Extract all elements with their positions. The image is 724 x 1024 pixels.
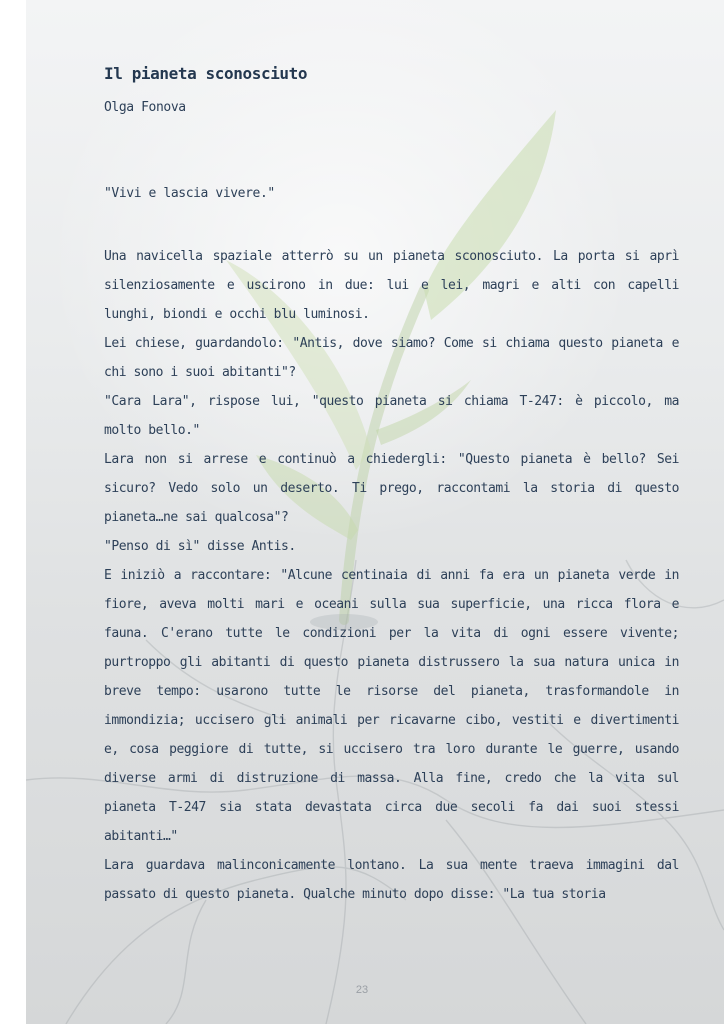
epigraph: "Vivi e lascia vivere." bbox=[104, 186, 275, 201]
page-number: 23 bbox=[355, 984, 369, 996]
paragraph: Lara non si arrese e continuò a chiedergli: "Questo pianeta è bello? Sei sicuro? Vedo solo un deserto. Ti prego, raccontami la storia di questo pianeta…ne sai qualcosa"? bbox=[104, 452, 679, 525]
story-title: Il pianeta sconosciuto bbox=[104, 64, 308, 83]
page bbox=[26, 0, 724, 1024]
paragraph: Una navicella spaziale atterrò su un pianeta sconosciuto. La porta si aprì silenziosamente e uscirono in due: lui e lei, magri e alti con capelli lunghi, biondi e occhi blu luminosi. bbox=[104, 249, 679, 322]
paragraph: "Penso di sì" disse Antis. bbox=[104, 539, 296, 554]
paragraph: Lei chiese, guardandolo: "Antis, dove siamo? Come si chiama questo pianeta e chi sono i suoi abitanti"? bbox=[104, 336, 679, 380]
paragraph: E iniziò a raccontare: "Alcune centinaia di anni fa era un pianeta verde in fiore, aveva molti mari e oceani sulla sua superficie, una ricca flora e fauna. C'erano tutte le condizioni per la vita di ogni essere vivente; purtroppo gli abitanti di questo pianeta distrussero la sua natura unica in breve tempo: usarono tutte le risorse del pianeta, trasformandole in immondizia; uccisero gli animali per ricavarne cibo, vestiti e divertimenti e, cosa peggiore di tutte, si uccisero tra loro durante le guerre, usando diverse armi di distruzione di massa. Alla fine, credo che la vita sul pianeta T-247 sia stata devastata circa due secoli fa dai suoi stessi abitanti…" bbox=[104, 568, 679, 844]
story-body bbox=[104, 242, 679, 909]
paragraph: Lara guardava malinconicamente lontano. La sua mente traeva immagini dal passato di questo pianeta. Qualche minuto dopo disse: "La tua storia bbox=[104, 858, 679, 902]
author-name: Olga Fonova bbox=[104, 100, 186, 115]
paragraph: "Cara Lara", rispose lui, "questo pianeta si chiama T-247: è piccolo, ma molto bello." bbox=[104, 394, 679, 438]
